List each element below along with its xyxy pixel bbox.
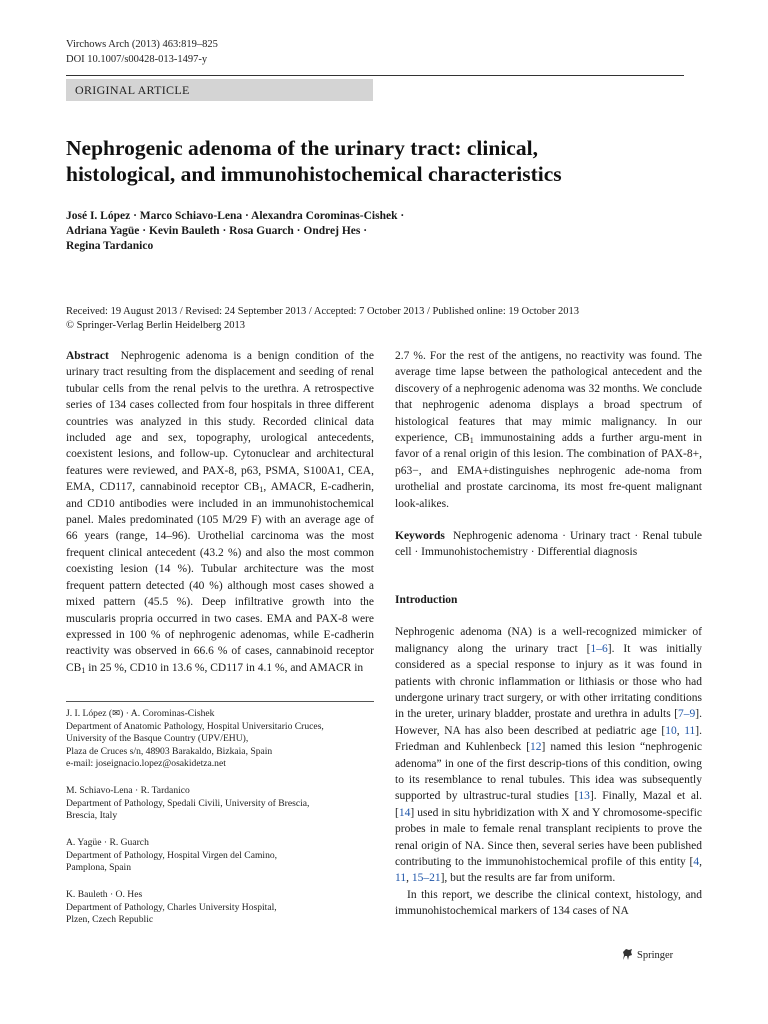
affiliation-line: Pamplona, Spain [66,862,132,874]
abstract-text: immunostaining adds a further argu-ment in favor of a renal origin of this lesion. The combination of PAX-8+, p63−, and EMA+distinguishes nephrogenic ade-noma from urothelial and prostate carcinoma, its most fre-quent malignant look-alikes. [395,432,703,510]
affiliation-line: K. Bauleth · O. Hes [66,889,143,900]
affiliation-block [66,837,376,875]
citation-link[interactable]: 11 [395,872,407,885]
subscript: 1 [469,436,474,446]
abstract [66,348,374,676]
copyright-holder: Springer-Verlag Berlin Heidelberg 2013 [76,319,246,331]
citation-link[interactable]: 13 [578,790,590,803]
abstract-continued [395,348,702,512]
doi: DOI 10.1007/s00428-013-1497-y [66,54,208,65]
affiliation-line: Plzen, Czech Republic [66,914,154,926]
body-text: , [676,724,685,737]
introduction-paragraph [395,624,702,887]
abstract-text: 2.7 %. For the rest of the antigens, no reactivity was found. The average time lapse between the pathological antecedent and the discovery of a nephrogenic adenoma was 32 months. We conclude that nephrogenic adenoma displays a broad spectrum of histological features that may mimic malignancy. In our experience, CB [395,350,702,445]
publisher-mark [621,948,673,961]
body-text: ] named this lesion “nephrogenic adenoma” in one of the first descrip-tions of this condition, owing to its resemblance to renal tubules. This idea was subsequently supported by ultrastruc-tural studies [ [395,741,702,803]
citation-link[interactable]: 1–6 [590,642,608,655]
keywords-label: Keywords [395,530,445,543]
abstract-label: Abstract [66,350,109,362]
section-heading-introduction: Introduction [395,593,458,606]
subscript: 1 [259,485,264,495]
affiliation-line: Plaza de Cruces s/n, 48903 Barakaldo, Bizkaia, Spain [66,745,273,757]
title-line: histological, and immunohistochemical characteristics [66,162,562,186]
affiliation-line: University of the Basque Country (UPV/EHU), [66,733,249,745]
abstract-text: in 25 %, CD10 in 13.6 %, CD117 in 4.1 %, and AMACR in [85,661,364,674]
copyright-symbol: © [66,319,74,331]
affiliation-line: Brescia, Italy [66,810,118,822]
body-text: ] used in situ hybridization with X and Y chromosome-specific probes in male to female renal transplant recipients to prove the renal origin of NA. Since then, several series have been published contributing to the immunohistochemical profile of this entity [ [395,806,702,868]
citation-link[interactable]: 15–21 [411,872,441,885]
body-text: Nephrogenic adenoma (NA) is a well-recognized mimicker of malignancy along the urinary tract [ [395,626,702,655]
citation-link[interactable]: 14 [398,806,411,819]
affiliation-line: Department of Pathology, Charles University Hospital, [66,901,277,913]
springer-horse-logo-icon [621,950,637,961]
right-column [395,348,702,920]
affiliation-block [66,785,376,823]
publisher-name: Springer [637,950,674,961]
title-line: Nephrogenic adenoma of the urinary tract: clinical, [66,136,538,160]
subscript: 1 [81,665,86,675]
citation-link[interactable]: 12 [530,741,542,754]
keywords [395,528,702,561]
affiliation-block [66,889,376,927]
author-line: Adriana Yagüe · Kevin Bauleth · Rosa Guarch · Ondrej Hes · [66,225,368,237]
affiliation-line: Department of Pathology, Hospital Virgen del Camino, [66,849,278,861]
body-text: ]. It was initially considered as a special response to injury as it was found in patients with chronic inflammation or lithiasis or those who had undergone urinary tract surgery, or with other irritating conditions in the ureter, urinary bladder, prostate and urethra in adults [ [395,642,703,721]
body-text: ], but the results are far from uniform. [440,872,616,885]
publication-history [66,305,706,332]
body-text: ]. However, NA has also been described at pediatric age [ [395,708,702,737]
copyright-line [66,319,706,333]
introduction-paragraph: In this report, we describe the clinical context, histology, and immunohistochemical markers of 134 cases of NA [395,888,702,918]
abstract-text: , AMACR, E-cadherin, and CD10 antibodies were included in an immunohistochemical panel. Males predominated (105 M/29 F) with an average age of 66 years (range, 14–96). Urothelial carcinoma was the most frequent clinical antecedent (43.2 %) and also the most common coexisting lesion (14 %). Tubular architecture was the most frequent pattern detected (40 %) although most cases showed a mixed pattern (45.5 %). Deep infiltrative growth into the muscularis propria occurred in two cases. EMA and PAX-8 were expressed in 100 % of nephrogenic adenomas, while E-cadherin reactivity was observed in 66.6 % of cases, cannabinoid receptor CB [66,481,374,674]
citation-link[interactable]: 10 [665,724,677,737]
affiliation-line: A. Yagüe · R. Guarch [66,837,149,848]
footnote-rule [66,701,374,702]
article-type-badge: ORIGINAL ARTICLE [66,79,373,101]
author-line: José I. López · Marco Schiavo-Lena · Alexandra Corominas-Cishek · [66,210,405,222]
body-text: ]. Finally, Mazal et al. [ [395,790,702,819]
body-text: , [406,872,412,885]
affiliation-block [66,708,376,771]
citation-link[interactable]: 7–9 [678,708,696,721]
history-dates: Received: 19 August 2013 / Revised: 24 September 2013 / Accepted: 7 October 2013 / Published online: 19 October 2013 [66,306,579,317]
body-text: , [699,855,702,868]
author-list [66,209,626,254]
citation-link[interactable]: 11 [684,724,696,737]
keywords-text: Nephrogenic adenoma · Urinary tract · Renal tubule cell · Immunohistochemistry · Differential diagnosis [395,530,702,559]
body-text: ]. Friedman and Kuhlenbeck [ [395,724,703,754]
abstract-column [66,348,374,676]
affiliation-line: J. I. López (✉) · A. Corominas-Cishek [66,708,215,719]
header-rule [66,75,684,76]
affiliation-line: M. Schiavo-Lena · R. Tardanico [66,785,190,796]
affiliation-line: Department of Pathology, Spedali Civili, University of Brescia, [66,797,310,809]
email-link[interactable]: e-mail: joseignacio.lopez@osakidetza.net [66,758,226,770]
article-title [66,135,706,187]
journal-citation: Virchows Arch (2013) 463:819–825 [66,39,218,50]
affiliation-line: Department of Anatomic Pathology, Hospital Universitario Cruces, [66,720,324,732]
citation-link[interactable]: 4 [693,855,700,868]
abstract-text: Nephrogenic adenoma is a benign condition of the urinary tract resulting from the displacement and seeding of renal tubular cells from the renal pelvis to the urethra. A retrospective series of 134 cases collected from four hospitals in three different countries was analyzed in this study. Recorded clinical data included age and sex, topography, urological antecedents, coexistent lesions, and follow-up. Cytonuclear and architectural features were reviewed, and PAX-8, p63, PSMA, S100A1, CEA, EMA, CD117, cannabinoid receptor CB [66,350,374,494]
author-line: Regina Tardanico [66,240,154,252]
